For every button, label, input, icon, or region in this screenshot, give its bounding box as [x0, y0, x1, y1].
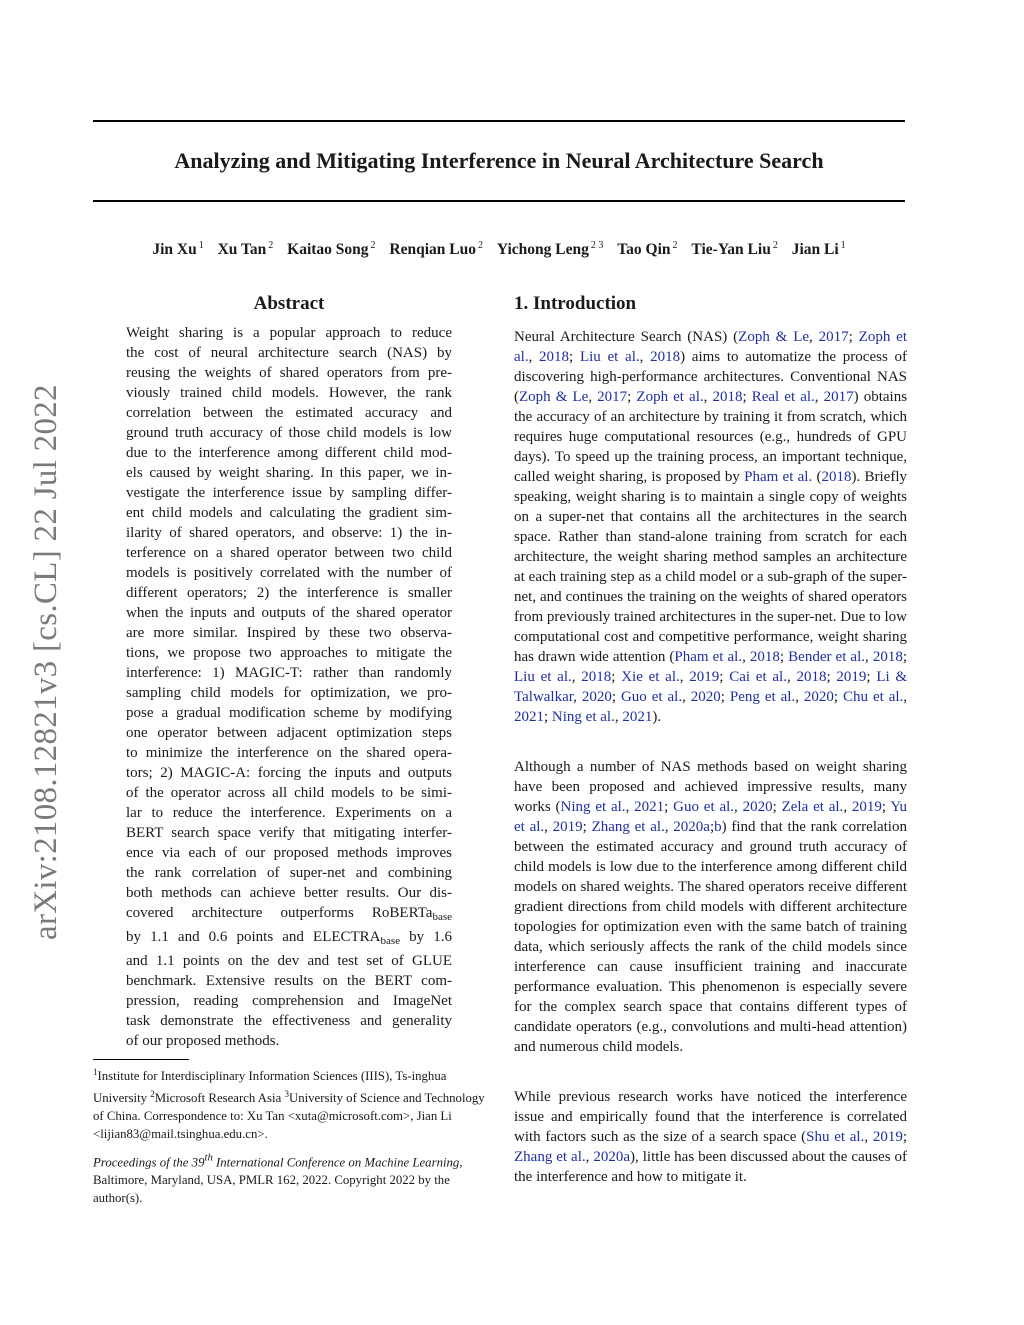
paragraph-text: ; — [569, 349, 580, 365]
author: Renqian Luo $^2$ — [389, 240, 483, 258]
arxiv-side-stamp: arXiv:2108.12821v3 [cs.CL] 22 Jul 2022 — [28, 384, 64, 940]
paragraph-text: , — [639, 349, 651, 365]
citation-link[interactable]: 2018 — [539, 349, 570, 365]
citation-link[interactable]: Guo et al. — [620, 689, 683, 705]
intro-paragraph-3 — [514, 1087, 907, 1187]
paragraph-text: , — [903, 689, 908, 705]
paragraph-text: ). Briefly speaking, weight sharing is to maintain a single copy of weights on a super-net that contains all the architectures in the search space. Rather than stand-alone training from scratch for each architecture, the weight sharing method samples an architecture at each training step as a child model or a sub-graph of the super-net, and continues the training on the weights of shared operators from previously trained architectures in the super-net. Due to low computational cost and competitive performance, weight sharing has drawn wide attention ( — [514, 469, 907, 665]
intro-paragraph-2 — [514, 757, 907, 1057]
paragraph-text: Although a number of NAS methods based on weight sharing have been proposed and achieved impressive results, many works ( — [514, 759, 907, 815]
author: Tie-Yan Liu $^2$ — [691, 240, 778, 258]
citation-link[interactable]: 2018 — [796, 669, 827, 685]
citation-link[interactable]: Shu et al. — [806, 1129, 865, 1145]
abstract-line: vestigate the interference issue by sampling differ- — [126, 485, 452, 501]
citation-link[interactable]: 2019 — [851, 799, 882, 815]
abstract-line: benchmark. Extensive results on the BERT com- — [126, 973, 452, 989]
citation-link[interactable]: Pham et al. — [744, 469, 813, 485]
citation-link[interactable]: Liu et al. — [579, 349, 640, 365]
citation-link[interactable]: Cai et al. — [729, 669, 787, 685]
citation-link[interactable]: Zoph et al. — [636, 389, 704, 405]
paragraph-text: ; — [779, 649, 789, 665]
citation-link[interactable]: 2019 — [552, 819, 583, 835]
abstract-line: of the operator across all child models to be simi- — [126, 785, 452, 801]
abstract-line: interference: 1) MAGIC-T: rather than randomly — [126, 665, 452, 681]
paragraph-text: ; — [582, 819, 592, 835]
abstract-line: when the inputs and outputs of the shared operator — [126, 605, 452, 621]
citation-link[interactable]: Ning et al. — [560, 799, 626, 815]
paragraph-text: , — [573, 689, 582, 705]
citation-link[interactable]: Zoph & Le — [519, 389, 589, 405]
paragraph-text: , — [786, 669, 797, 685]
paragraph-text: ; — [902, 1129, 907, 1145]
citation-link[interactable]: Zhang et al. — [514, 1149, 586, 1165]
abstract-line: ground truth accuracy of those child models is low — [126, 425, 452, 441]
citation-link[interactable]: Yu et al. — [514, 799, 908, 835]
citation-link[interactable]: 2019 — [872, 1129, 903, 1145]
paragraph-text: ; — [742, 389, 752, 405]
citation-link[interactable]: 2020 — [581, 689, 612, 705]
citation-link[interactable]: 2020 — [690, 689, 721, 705]
paragraph-text: ; — [833, 689, 843, 705]
paragraph-text: , — [864, 1129, 873, 1145]
abstract-line: and 1.1 points on the dev and test set of GLUE — [126, 953, 452, 969]
abstract-line: task demonstrate the effectiveness and generality — [126, 1013, 452, 1029]
abstract-line: ent child models and calculating the gradient sim- — [126, 505, 452, 521]
abstract-line: covered architecture outperforms RoBERTa$_{base}$ — [126, 905, 452, 923]
abstract-line: ilarity of shared operators, and observe: 1) the in- — [126, 525, 452, 541]
abstract-line: pression, reading comprehension and ImageNet — [126, 993, 452, 1009]
paragraph-text: ; — [664, 799, 674, 815]
author: Yichong Leng $^{2 3}$ — [496, 240, 604, 258]
abstract-line: lar to reduce the interference. Experiments on a — [126, 805, 452, 821]
paragraph-text: , — [614, 709, 623, 725]
abstract-line: tions, we propose two approaches to mitigate the — [126, 645, 452, 661]
citation-link[interactable]: 2019 — [836, 669, 867, 685]
citation-link[interactable]: Chu et al. — [843, 689, 904, 705]
paragraph-text: ; — [881, 799, 891, 815]
citation-link[interactable]: Bender et al. — [788, 649, 866, 665]
section-heading-introduction: 1. Introduction — [514, 293, 637, 314]
paragraph-text: ; — [719, 669, 730, 685]
abstract-line: correlation between the estimated accuracy and — [126, 405, 452, 421]
abstract-line: by 1.1 and 0.6 points and $ELECTRA_{base}$ by 1.6 — [126, 929, 453, 947]
citation-link[interactable]: Pham et al. — [674, 649, 743, 665]
paragraph-text: , — [664, 819, 674, 835]
paragraph-text: , — [734, 799, 743, 815]
paragraph-text: ). — [652, 709, 662, 725]
paragraph-text: , — [625, 799, 635, 815]
abstract-line: BERT search space verify that mitigating interfer- — [126, 825, 452, 841]
paragraph-text: ; — [611, 689, 621, 705]
paragraph-text: ( — [812, 469, 822, 485]
abstract-line: viously trained child models. However, the rank — [126, 385, 452, 401]
paragraph-text: , — [814, 389, 824, 405]
abstract-line: Weight sharing is a popular approach to reduce — [126, 325, 452, 341]
paragraph-text: , — [544, 819, 553, 835]
citation-link[interactable]: b — [714, 819, 722, 835]
abstract-line: terference on a shared operator between two child — [126, 545, 452, 561]
paper-title: Analyzing and Mitigating Interference in Neural Architecture Search — [174, 148, 824, 173]
citation-link[interactable]: Guo et al. — [673, 799, 735, 815]
paragraph-text: ; — [611, 669, 622, 685]
paragraph-text: ) aims to automatize the process of discovering high-performance architectures. Conventional NAS ( — [514, 349, 907, 405]
author-list — [93, 235, 905, 261]
title-bottom-rule — [93, 200, 905, 202]
citation-link[interactable]: Li & Talwalkar — [514, 669, 908, 705]
citation-link[interactable]: Peng et al. — [729, 689, 796, 705]
citation-link[interactable]: Zhang et al. — [591, 819, 665, 835]
citation-link[interactable]: 2017 — [818, 329, 849, 345]
abstract-tail-lines — [126, 951, 452, 1031]
paragraph-text: , — [679, 669, 690, 685]
abstract-line: els caused by weight sharing. In this paper, we in- — [126, 465, 452, 481]
paragraph-text: , — [682, 689, 691, 705]
citation-link[interactable]: Ning et al. — [551, 709, 615, 725]
paragraph-text: ) find that the rank correlation between the estimated accuracy and ground truth accuracy of child models is low due to the interference among different child models on shared weights. The shared operators receive different gradient directions from child models with different architecture topologies for optimization even with the same batch of training data, which seriously affects the rank of the child models since interference can cause insufficient training and inaccurate performance evaluation. This phenomenon is especially severe for the complex search space that contains different types of candidate operators (e.g., convolutions and multi-head attention) and numerous child models. — [514, 819, 907, 1055]
paragraph-text: ) obtains the accuracy of an architecture by training it from scratch, which requires huge computational resources (e.g., hundreds of GPU days). To speed up the training process, an important technique, called weight sharing, is proposed by — [514, 389, 908, 485]
paragraph-text: ; — [720, 689, 730, 705]
paragraph-text: ; — [902, 649, 908, 665]
author: Jian Li $^1$ — [791, 240, 846, 258]
paragraph-text: , — [588, 389, 598, 405]
abstract-line: the cost of neural architecture search (NAS) by — [126, 345, 452, 361]
affiliation-footnote: $^1$Institute for Interdisciplinary Information Sciences (IIIS), Ts-inghua University $^2$Microsoft Research Asia $^3$University of Science and Technology of China. Correspondence to: Xu Tan <xuta@microsoft.com>, Jian Li <lijian83@mail.tsinghua.edu.cn>. — [93, 1067, 485, 1141]
paragraph-text: ; — [826, 669, 837, 685]
citation-link[interactable]: Zela et al. — [781, 799, 844, 815]
citation-link[interactable]: 2018 — [581, 669, 612, 685]
citation-link[interactable]: 2017 — [823, 389, 854, 405]
proceedings-note: Proceedings of the 39th International Conference on Machine Learning, Baltimore, Maryland, USA, PMLR 162, 2022. Copyright 2022 by the author(s). — [93, 1153, 463, 1206]
citation-link[interactable]: 2020a — [673, 819, 710, 835]
citation-link[interactable]: 2020 — [803, 689, 834, 705]
abstract-line: both methods can achieve better results. Our dis- — [126, 885, 452, 901]
citation-link[interactable]: 2018 — [712, 389, 743, 405]
citation-link[interactable]: 2021 — [622, 709, 653, 725]
abstract-heading: Abstract — [253, 293, 325, 314]
abstract-line: of our proposed methods. — [126, 1033, 280, 1049]
paragraph-text: , — [571, 669, 582, 685]
paragraph-text: Neural Architecture Search (NAS) ( — [514, 329, 739, 345]
footnote-rule — [93, 1059, 189, 1060]
citation-link[interactable]: 2019 — [689, 669, 720, 685]
paragraph-text: ), little has been discussed about the causes of the interference and how to mitigate it. — [514, 1149, 908, 1185]
abstract-line: to minimize the interference on the shared opera- — [126, 745, 452, 761]
abstract-body — [126, 323, 452, 1051]
citation-link[interactable]: 2021 — [634, 799, 665, 815]
citation-link[interactable]: 2020a — [593, 1149, 631, 1165]
abstract-line: are more similar. Inspired by these two observa- — [126, 625, 452, 641]
abstract-line: ence via each of our proposed methods improves — [126, 845, 452, 861]
citation-link[interactable]: 2020 — [742, 799, 773, 815]
abstract-line: sampling child models for optimization, we pro- — [126, 685, 452, 701]
citation-link[interactable]: 2018 — [749, 649, 780, 665]
paragraph-text: , — [742, 649, 750, 665]
paragraph-text: , — [843, 799, 852, 815]
abstract-line: different operators; 2) the interference is smaller — [126, 585, 452, 601]
paragraph-text: , — [809, 329, 819, 345]
author: Xu Tan $^2$ — [217, 240, 274, 258]
paragraph-text: , — [528, 349, 540, 365]
citation-link[interactable]: 2018 — [872, 649, 903, 665]
abstract-lines — [126, 323, 452, 903]
abstract-line: one operator between adjacent optimization steps — [126, 725, 452, 741]
citation-link[interactable]: Zoph & Le — [738, 329, 810, 345]
citation-link[interactable]: Liu et al. — [514, 669, 572, 685]
abstract-line: the rank correlation of super-net and combining — [126, 865, 452, 881]
citation-link[interactable]: Zoph et al. — [514, 329, 907, 365]
paragraph-text: While previous research works have noticed the interference issue and empirically found that the interference is correlated with factors such as the size of a search space ( — [514, 1089, 907, 1145]
paragraph-text: ; — [709, 819, 715, 835]
paragraph-text: ; — [848, 329, 859, 345]
abstract-line: pose a gradual modification scheme by modifying — [126, 705, 452, 721]
paragraph-text: , — [865, 649, 873, 665]
abstract-line: tors; 2) MAGIC-A: forcing the inputs and outputs — [126, 765, 452, 781]
paragraph-text: ; — [627, 389, 637, 405]
citation-link[interactable]: 2017 — [597, 389, 628, 405]
author: Tao Qin $^2$ — [617, 240, 678, 258]
citation-link[interactable]: Xie et al. — [621, 669, 680, 685]
paragraph-text: , — [585, 1149, 594, 1165]
abstract-line: due to the interference among different child mod- — [126, 445, 452, 461]
author: Jin Xu $^1$ — [152, 240, 204, 258]
intro-paragraph-1 — [514, 327, 907, 727]
author: Kaitao Song $^2$ — [287, 240, 376, 258]
abstract-line: models is positively correlated with the number of — [126, 565, 452, 581]
citation-link[interactable]: 2018 — [821, 469, 852, 485]
paragraph-text: ; — [866, 669, 877, 685]
abstract-line: reusing the weights of shared operators from pre- — [126, 365, 452, 381]
citation-link[interactable]: 2018 — [650, 349, 681, 365]
paragraph-text: ; — [772, 799, 782, 815]
paragraph-text: , — [703, 389, 713, 405]
citation-link[interactable]: Real et al. — [751, 389, 815, 405]
citation-link[interactable]: 2021 — [514, 709, 544, 725]
paragraph-text: , — [795, 689, 804, 705]
title-top-rule — [93, 120, 905, 122]
paragraph-text: ; — [544, 709, 552, 725]
